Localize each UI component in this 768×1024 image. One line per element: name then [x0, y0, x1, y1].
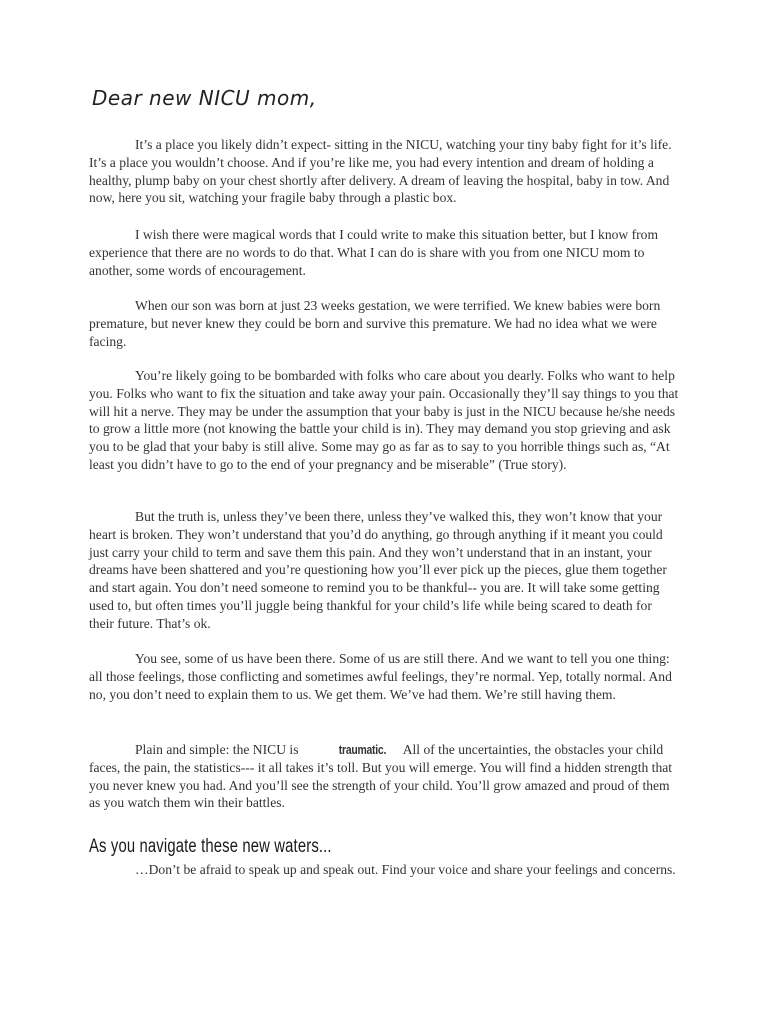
tip-item: …Don’t be afraid to speak up and speak out. Find your voice and share your feelings and concerns. [135, 862, 676, 877]
paragraph-2 [89, 226, 679, 279]
paragraph-text: But the truth is, unless they’ve been there, unless they’ve walked this, they won’t know that your heart is broken. They won’t understand that you’d do anything, go through anything if it meant you could just carry your child to term and save them this pain. And they won’t understand that in an instant, your dreams have been shattered and you’re questioning how you’ll ever pick up the pieces, glue them together and start again. You don’t need someone to remind you to be thankful-- you are. It will take some getting used to, but often times you’ll juggle being thankful for your child’s life while being scared to death for their future. That’s ok. [89, 509, 667, 631]
paragraph-text [89, 741, 679, 812]
paragraph-text-rest: All of the uncertainties, the obstacles your child faces, the pain, the statistics--- it all takes it’s toll. But you will emerge. You will find a hidden strength that you never knew you had. And you’ll see the strength of your child. You’ll grow amazed and proud of them as you watch them win their battles. [89, 742, 673, 811]
paragraph-text-lead: Plain and simple: the NICU is [135, 742, 299, 757]
letter-salutation: Dear new NICU mom, [92, 86, 317, 110]
paragraph-7 [89, 741, 679, 812]
paragraph-3 [89, 297, 679, 350]
paragraph-6 [89, 650, 679, 703]
paragraph-text: You see, some of us have been there. Some of us are still there. And we want to tell you one thing: all those feelings, those conflicting and sometimes awful feelings, they’re normal. Yep, totally normal. And no, you don’t need to explain them to us. We get them. We’ve had them. We’re still having them. [89, 651, 672, 702]
emphasis-word: traumatic. [338, 742, 387, 757]
paragraph-4 [89, 367, 679, 474]
section-heading: As you navigate these new waters... [89, 836, 332, 857]
paragraph-text: When our son was born at just 23 weeks gestation, we were terrified. We knew babies were born premature, but never knew they could be born and survive this premature. We had no idea what we were facing. [89, 298, 661, 349]
paragraph-1 [89, 136, 679, 207]
paragraph-text: I wish there were magical words that I could write to make this situation better, but I know from experience that there are no words to do that. What I can do is share with you from one NICU mom to another, some words of encouragement. [89, 227, 659, 278]
paragraph-5 [89, 508, 679, 633]
paragraph-text: It’s a place you likely didn’t expect- sitting in the NICU, watching your tiny baby fight for it’s life. It’s a place you wouldn’t choose. And if you’re like me, you had every intention and dream of holding a healthy, plump baby on your chest shortly after delivery. A dream of leaving the hospital, baby in tow. And now, here you sit, watching your fragile baby through a plastic box. [89, 137, 672, 206]
paragraph-text: You’re likely going to be bombarded with folks who care about you dearly. Folks who want to help you. Folks who want to fix the situation and take away your pain. Occasionally they’ll say things to you that will hit a nerve. They may be under the assumption that your baby is just in the NICU because he/she needs to grow a little more (not knowing the battle your child is in). They may demand you stop grieving and ask you to be glad that your baby is still alive. Some may go as far as to say to you horrible things such as, “At least you didn’t have to go to the end of your pregnancy and be miserable” (True story). [89, 368, 679, 472]
